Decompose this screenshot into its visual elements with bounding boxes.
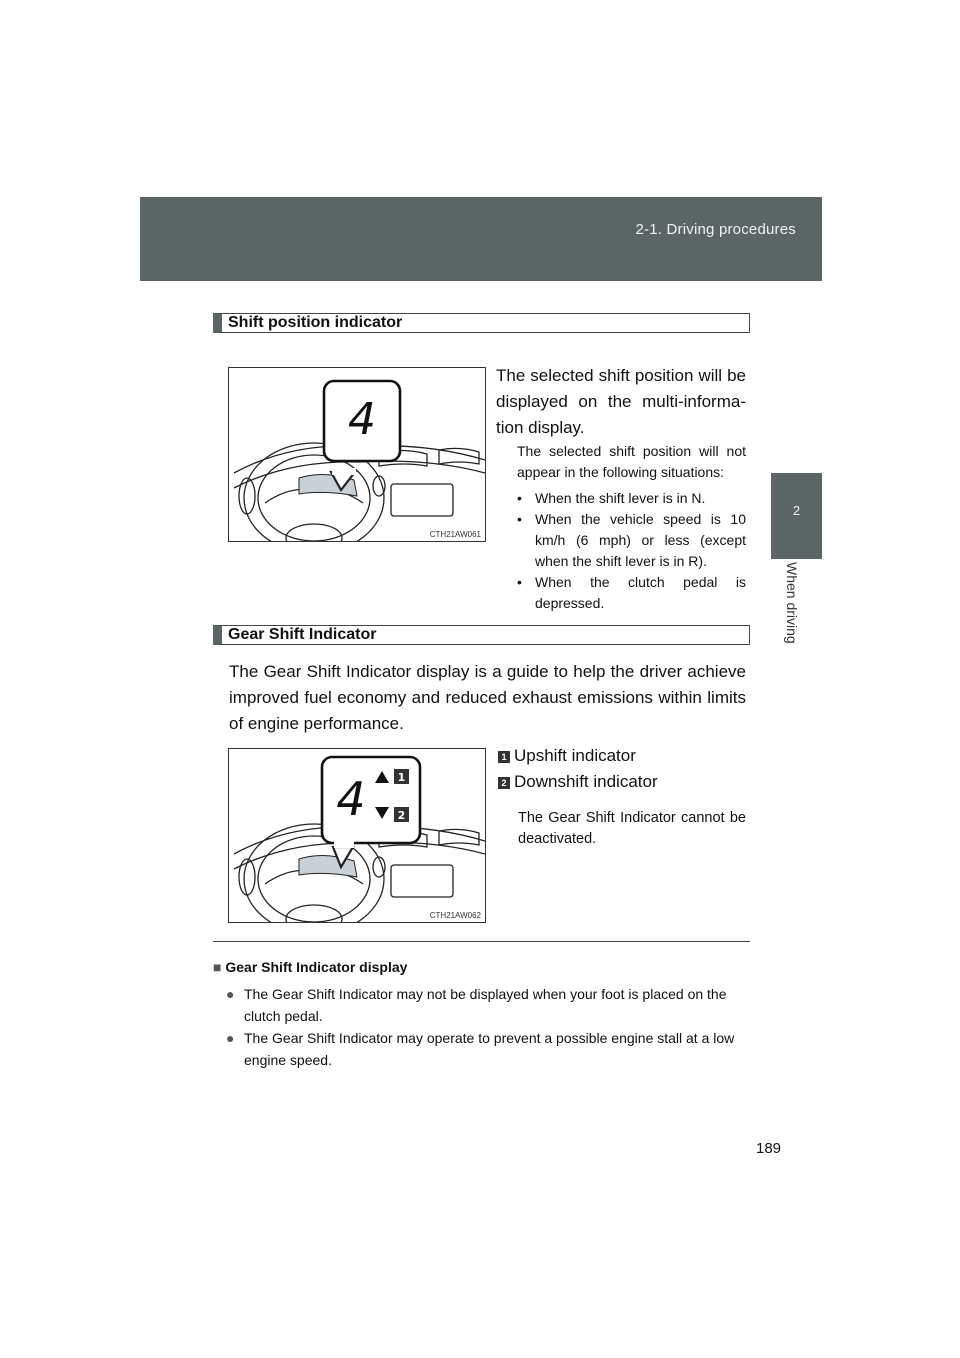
divider: [213, 941, 750, 942]
section1-bullet-list: [517, 488, 746, 614]
legend-badge: 1: [498, 751, 510, 763]
heading-marker: ■: [213, 959, 222, 975]
indicator-legend: [498, 743, 748, 795]
figure-code: CTH21AW061: [429, 530, 481, 539]
section2-intro-text: The Gear Shift Indicator display is a guide to help the driver achieve improved fuel economy and reduced exhaust emissions within limits of engine performance.: [229, 662, 746, 733]
bullet-marker: ●: [226, 986, 235, 1002]
list-item: • When the vehicle speed is 10 km/h (6 mph) or less (except when the shift lever is in R).: [517, 511, 746, 569]
bullet-marker: •: [517, 574, 522, 590]
dashboard-illustration: [229, 368, 485, 541]
legend-item-downshift: 2 Downshift indicator: [498, 769, 748, 795]
bullet-marker: •: [517, 490, 522, 506]
section2-note-text: The Gear Shift Indicator cannot be deactivated.: [518, 810, 746, 847]
section1-note-text: The selected shift position will not appear in the following situations:: [517, 443, 746, 480]
chapter-number: 2: [792, 503, 801, 518]
page-number: 189: [756, 1140, 782, 1157]
gear-digit-display: 4: [348, 394, 376, 445]
section-heading-gear-shift-indicator: Gear Shift Indicator: [213, 625, 750, 645]
dashboard-illustration: [229, 749, 485, 922]
figure-shift-position-indicator: [228, 367, 486, 542]
chapter-section-title: 2-1. Driving procedures: [635, 221, 796, 238]
note-heading: ■ Gear Shift Indicator display: [213, 959, 408, 975]
note-item: ● The Gear Shift Indicator may not be displayed when your foot is placed on the clutch pedal.: [226, 983, 746, 1027]
svg-text:1: 1: [397, 771, 406, 784]
figure-gear-shift-indicator: [228, 748, 486, 923]
section1-lead-text: The selected shift position will be displayed on the multi-informa-tion display.: [496, 366, 746, 437]
figure-code: CTH21AW062: [429, 911, 481, 920]
list-item: • When the shift lever is in N.: [517, 488, 746, 509]
bullet-marker: •: [517, 511, 522, 527]
chapter-tab: [771, 473, 822, 559]
bullet-marker: ●: [226, 1030, 235, 1046]
note-item: ● The Gear Shift Indicator may operate to prevent a possible engine stall at a low engine speed.: [226, 1027, 746, 1071]
list-item: • When the clutch pedal is depressed.: [517, 574, 746, 611]
gear-digit-display: 4: [336, 772, 366, 826]
legend-item-upshift: 1 Upshift indicator: [498, 743, 748, 769]
section-heading-shift-position: Shift position indicator: [213, 313, 750, 333]
svg-text:2: 2: [397, 809, 406, 822]
header-bar: [140, 197, 822, 281]
chapter-label: When driving: [784, 562, 800, 644]
legend-badge: 2: [498, 777, 510, 789]
